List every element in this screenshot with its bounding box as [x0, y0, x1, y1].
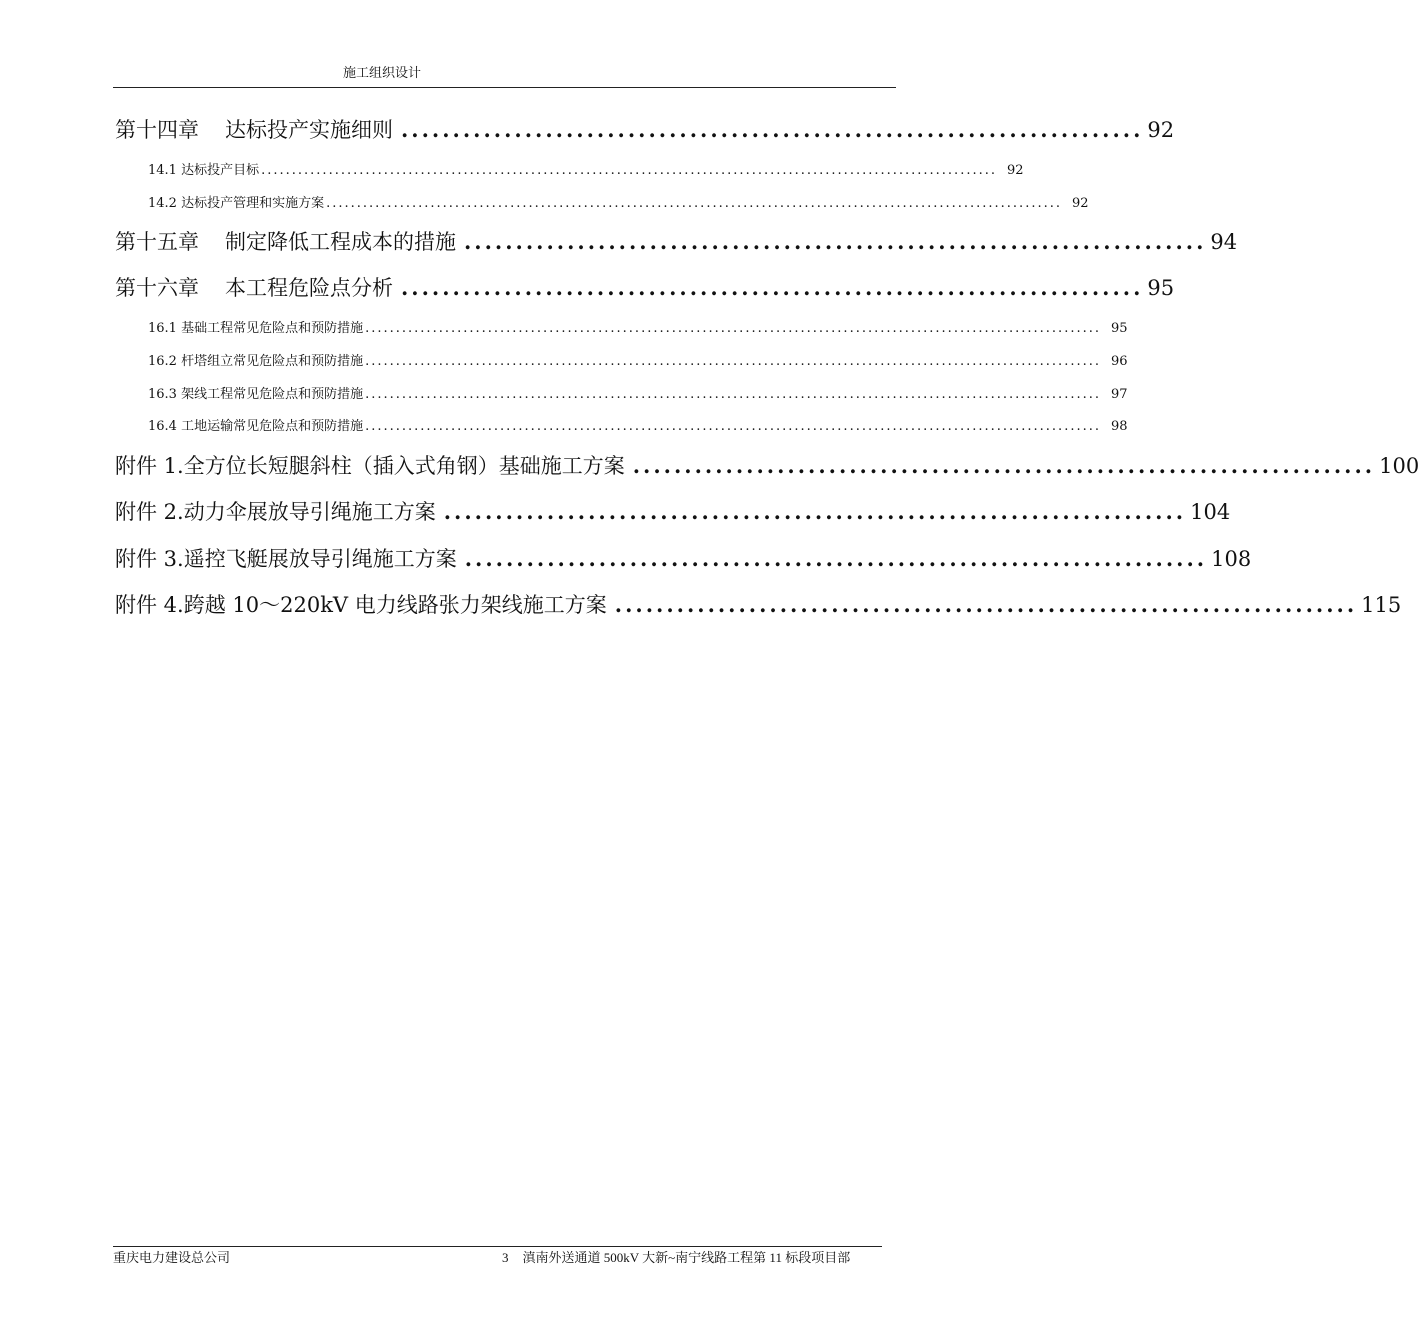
- toc-page-number: 92: [1007, 163, 1024, 178]
- toc-entry[interactable]: [115, 545, 1252, 573]
- toc-leader: ........................................................................................................................: [365, 387, 1101, 402]
- toc-entry[interactable]: [115, 116, 1175, 144]
- toc-leader: ........................................................................: [464, 546, 1208, 571]
- toc-page-number: 92: [1072, 196, 1089, 211]
- toc-leader: ........................................................................: [632, 453, 1376, 478]
- toc-leader: ........................................................................................................................: [365, 321, 1101, 336]
- toc-entry[interactable]: [115, 274, 1175, 302]
- toc-leader: ........................................................................: [614, 592, 1358, 617]
- toc-leader: ........................................................................................................................: [365, 354, 1101, 369]
- toc-leader: ........................................................................: [401, 117, 1144, 142]
- toc-entry[interactable]: [115, 452, 1419, 480]
- toc-entry-label: 16.2 杆塔组立常见危险点和预防措施: [148, 354, 364, 369]
- toc-page-number: 98: [1111, 419, 1128, 434]
- toc-entry-label: 附件 1.全方位长短腿斜柱（插入式角钢）基础施工方案: [115, 454, 625, 478]
- toc-leader: ........................................................................................................................: [261, 163, 997, 178]
- toc-leader: ........................................................................: [401, 275, 1144, 300]
- toc-page-number: 96: [1111, 354, 1128, 369]
- toc-entry-label: 14.2 达标投产管理和实施方案: [148, 196, 325, 211]
- toc-entry[interactable]: [115, 498, 1231, 526]
- header-title: 施工组织设计: [343, 66, 422, 81]
- toc-page-number: 97: [1111, 387, 1128, 402]
- toc-entry-label: 14.1 达标投产目标: [148, 163, 260, 178]
- toc-entry-label: 16.4 工地运输常见危险点和预防措施: [148, 419, 364, 434]
- toc-page-number: 108: [1211, 547, 1252, 571]
- toc-entry[interactable]: [148, 320, 1128, 338]
- toc-entry-label: 附件 3.遥控飞艇展放导引绳施工方案: [115, 547, 457, 571]
- toc-entry[interactable]: [115, 228, 1238, 256]
- toc-leader: ........................................................................................................................: [326, 196, 1062, 211]
- toc-entry-label: 第十四章 达标投产实施细则: [115, 118, 393, 142]
- toc-page-number: 94: [1210, 230, 1238, 254]
- toc-page-number: 95: [1111, 321, 1128, 336]
- toc-entry[interactable]: [148, 418, 1128, 436]
- toc-entry-label: 附件 2.动力伞展放导引绳施工方案: [115, 500, 436, 524]
- toc-entry-label: 附件 4.跨越 10～220kV 电力线路张力架线施工方案: [115, 593, 607, 617]
- toc-entry-label: 16.1 基础工程常见危险点和预防措施: [148, 321, 364, 336]
- toc-entry[interactable]: [115, 591, 1402, 619]
- toc-leader: ........................................................................: [443, 499, 1187, 524]
- toc-page-number: 92: [1147, 118, 1175, 142]
- toc-page-number: 95: [1147, 276, 1175, 300]
- footer-page-number: 3: [502, 1250, 509, 1265]
- footer-divider: [113, 1246, 882, 1247]
- footer-company: 重庆电力建设总公司: [113, 1250, 231, 1265]
- toc-entry-label: 第十五章 制定降低工程成本的措施: [115, 230, 456, 254]
- toc-page-number: 104: [1190, 500, 1231, 524]
- footer-right: [502, 1250, 850, 1266]
- toc-page-number: 100: [1379, 454, 1419, 478]
- toc-entry-label: 16.3 架线工程常见危险点和预防措施: [148, 387, 364, 402]
- toc-leader: ........................................................................................................................: [365, 419, 1101, 434]
- toc-entry[interactable]: [148, 386, 1128, 404]
- toc-entry[interactable]: [148, 353, 1128, 371]
- toc-entry[interactable]: [148, 195, 1089, 213]
- toc-entry[interactable]: [148, 162, 1024, 180]
- toc-leader: ........................................................................: [464, 229, 1207, 254]
- toc-entry-label: 第十六章 本工程危险点分析: [115, 276, 393, 300]
- toc-page-number: 115: [1361, 593, 1402, 617]
- footer-project: 滇南外送通道 500kV 大新~南宁线路工程第 11 标段项目部: [522, 1250, 851, 1265]
